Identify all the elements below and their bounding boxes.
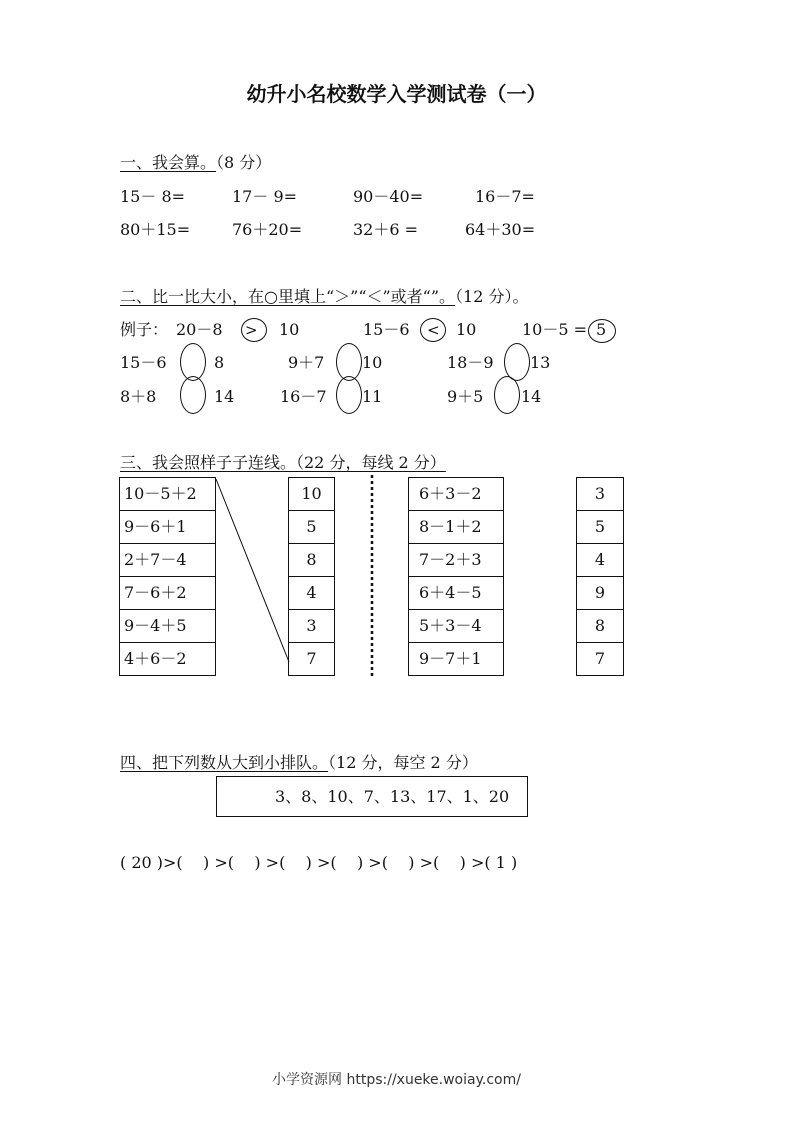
example-3-right: 5 — [596, 320, 607, 339]
example-1-sign: > — [245, 321, 258, 339]
s3-right-expr-3: 7－2＋3 — [408, 543, 504, 577]
section-3-heading: 三、我会照样子子连线。（22 分，每线 2 分） — [120, 453, 446, 472]
page-title: 幼升小名校数学入学测试卷（一） — [246, 82, 547, 106]
s1-r2-q4: 64＋30= — [465, 220, 536, 239]
s3-left-answer-5: 3 — [288, 609, 335, 643]
example-3-left: 10－5 = — [522, 320, 588, 339]
s1-r1-q1: 15－ 8= — [120, 187, 186, 206]
s3-right-answer-3: 4 — [576, 543, 624, 577]
s2-r1-b-right: 10 — [362, 353, 383, 372]
s1-r2-q1: 80＋15= — [120, 220, 191, 239]
s3-left-expr-1: 10－5＋2 — [119, 477, 216, 511]
s3-right-expr-4: 6＋4－5 — [408, 576, 504, 610]
section-2-title: 二、比一比大小，在○里填上“＞”“＜”或者“”。 — [120, 287, 456, 306]
s1-r2-q2: 76＋20= — [232, 220, 303, 239]
s1-r2-q3: 32＋6 = — [353, 220, 419, 239]
example-1-left: 20－8 — [176, 320, 223, 339]
example-line — [216, 479, 289, 662]
s3-right-answer-6: 7 — [576, 642, 624, 676]
s3-left-answer-6: 7 — [288, 642, 335, 676]
s1-r1-q2: 17－ 9= — [232, 187, 298, 206]
example-label: 例子： — [120, 320, 169, 339]
numbers-box — [216, 776, 528, 817]
s3-left-answer-3: 8 — [288, 543, 335, 577]
example-2-right: 10 — [456, 320, 477, 339]
example-1-right: 10 — [279, 320, 300, 339]
s3-left-answer-4: 4 — [288, 576, 335, 610]
s2-r2-a-right: 14 — [214, 387, 235, 406]
s2-r1-c-left: 18－9 — [447, 353, 494, 372]
s3-right-expr-5: 5＋3－4 — [408, 609, 504, 643]
s2-r1-b-left: 9＋7 — [288, 353, 325, 372]
example-2-sign: < — [427, 321, 440, 339]
s2-r1-a-left: 15－6 — [120, 353, 167, 372]
s3-right-answer-2: 5 — [576, 510, 624, 544]
s3-left-expr-5: 9－4＋5 — [119, 609, 216, 643]
section-4-points: （12 分，每空 2 分） — [328, 753, 478, 772]
s3-left-answer-1: 10 — [288, 477, 335, 511]
footer-source: 小学资源网 https://xueke.woiay.com/ — [272, 1072, 521, 1088]
numbers-list: 3、8、10、7、13、17、1、20 — [275, 787, 510, 806]
s3-left-expr-4: 7－6＋2 — [119, 576, 216, 610]
s3-left-expr-3: 2＋7－4 — [119, 543, 216, 577]
example-2-left: 15－6 — [363, 320, 410, 339]
s3-left-answer-2: 5 — [288, 510, 335, 544]
s3-right-answer-5: 8 — [576, 609, 624, 643]
s2-r2-c-left: 9＋5 — [447, 387, 484, 406]
s3-right-answer-1: 3 — [576, 477, 624, 511]
s2-r2-b-right: 11 — [362, 387, 383, 406]
section-4-heading — [120, 753, 478, 773]
section-1-title: 一、我会算。 — [120, 153, 217, 172]
s2-r2-b-left: 16－7 — [280, 387, 327, 406]
s2-r1-a-right: 8 — [214, 353, 225, 372]
s3-right-answer-4: 9 — [576, 576, 624, 610]
section-1-points: （8 分） — [216, 153, 272, 172]
s2-r1-c-right: 13 — [530, 353, 551, 372]
s3-left-expr-2: 9－6＋1 — [119, 510, 216, 544]
s3-left-expr-6: 4＋6－2 — [119, 642, 216, 676]
s1-r1-q4: 16－7= — [475, 187, 535, 206]
s2-r2-a-left: 8＋8 — [120, 387, 157, 406]
ordering-answer-line: ( 20 )>( ) >( ) >( ) >( ) >( ) >( ) >( 1 ) — [120, 853, 518, 872]
s3-right-expr-2: 8－1＋2 — [408, 510, 504, 544]
s3-right-expr-6: 9－7＋1 — [408, 642, 504, 676]
s1-r1-q3: 90－40= — [353, 187, 424, 206]
s2-r2-c-right: 14 — [521, 387, 542, 406]
section-2-points: （12 分）。 — [455, 287, 529, 306]
s3-right-expr-1: 6＋3－2 — [408, 477, 504, 511]
section-4-title: 四、把下列数从大到小排队。 — [120, 753, 329, 772]
